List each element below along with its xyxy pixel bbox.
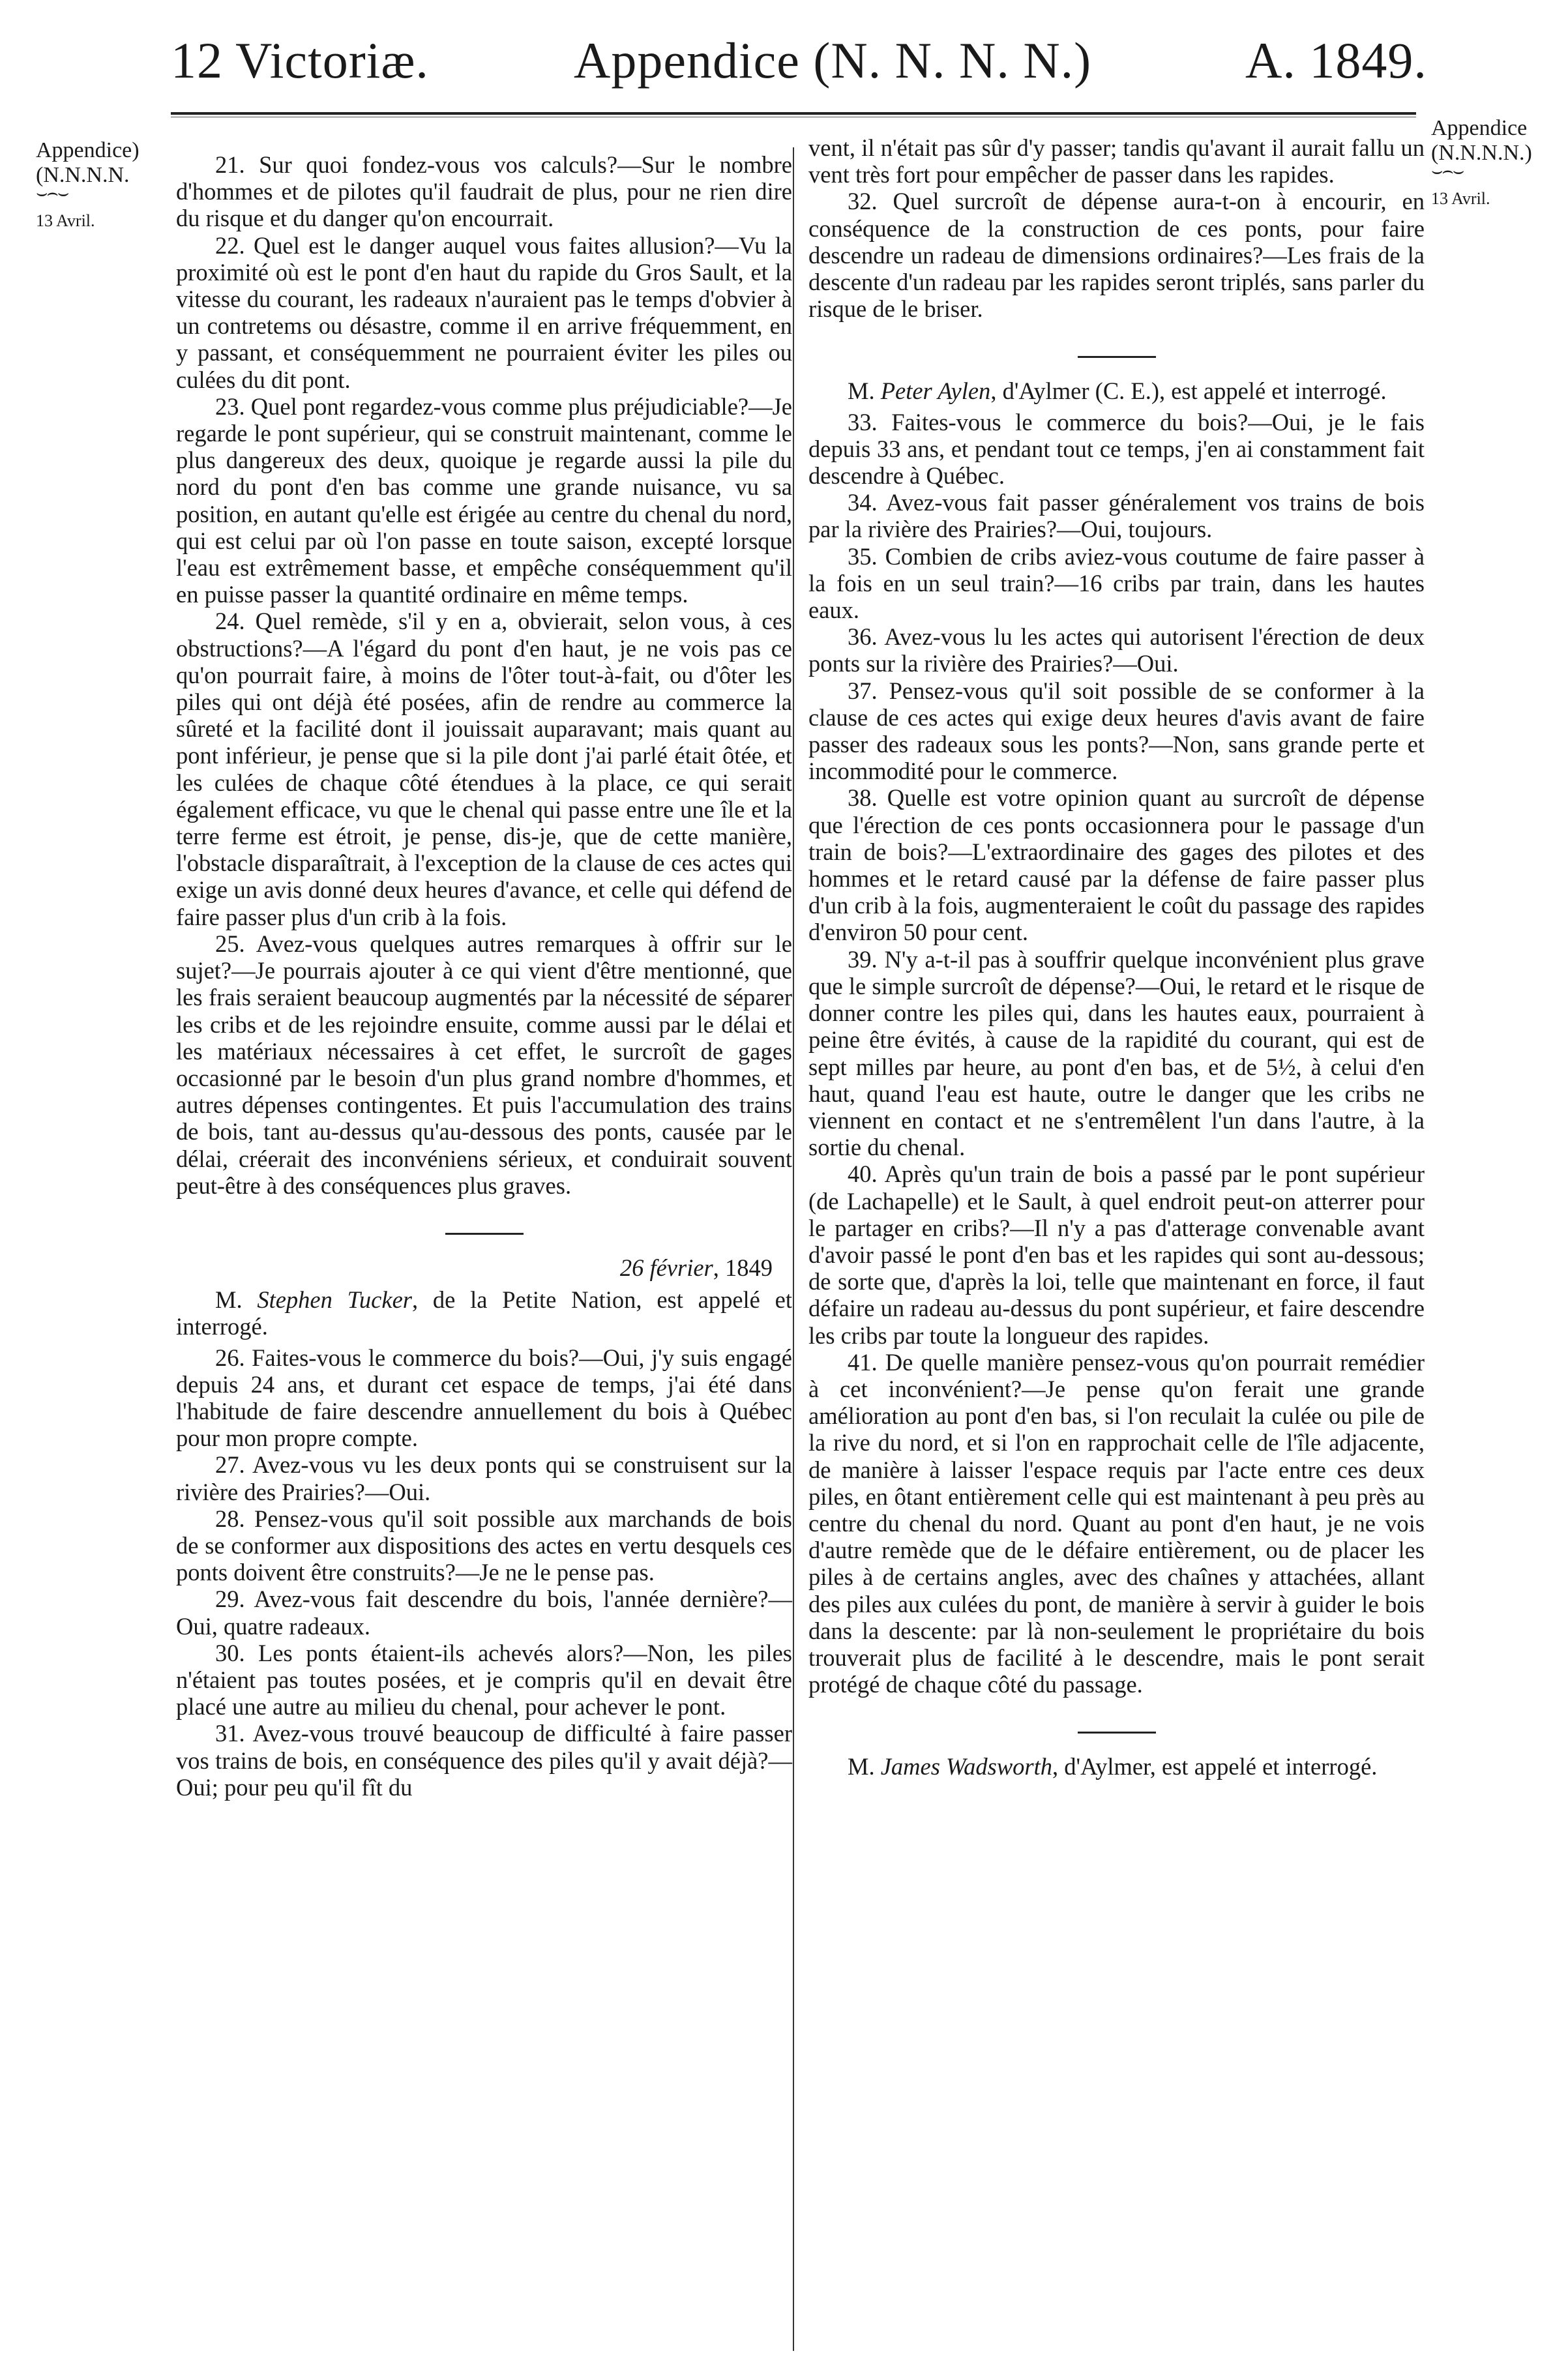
question-40: 40. Après qu'un train de bois a passé par le pont supérieur (de Lachapelle) et le Sault, à quel endroit peut-on atterrer pour le partager en cribs?—Il n'y a pas d'atterage convenable avant d'avoir passé le pont d'en bas et les rapides qui sont au-dessous; de sorte que, d'après la loi, telle que maintenant en force, il faut défaire un radeau au-dessus du pont supérieur, et faire descendre les cribs par toute la longueur des rapides. bbox=[808, 1160, 1425, 1349]
session-date-day: 26 février bbox=[619, 1254, 713, 1281]
question-31: 31. Avez-vous trouvé beaucoup de difficulté à faire passer vos trains de bois, en conséquence des piles qu'il y avait déjà?—Oui; pour peu qu'il fît du bbox=[176, 1720, 792, 1801]
witness-prefix: M. bbox=[848, 377, 881, 405]
question-29: 29. Avez-vous fait descendre du bois, l'année dernière?—Oui, quatre radeaux. bbox=[176, 1586, 792, 1640]
section-separator bbox=[445, 1233, 524, 1235]
question-37: 37. Pensez-vous qu'il soit possible de se conformer à la clause de ces actes qui exige deux heures d'avis avant de faire passer des radeaux sous les ponts?—Non, sans grande perte et incommodité pour le commerce. bbox=[808, 677, 1425, 785]
witness-prefix: M. bbox=[848, 1753, 881, 1780]
right-margin-code: (N.N.N.N.) bbox=[1431, 141, 1532, 165]
right-margin-brace: ⌣⌢⌣ bbox=[1431, 161, 1464, 181]
question-35: 35. Combien de cribs aviez-vous coutume de faire passer à la fois en un seul train?—16 cribs par train, dans les hautes eaux. bbox=[808, 542, 1425, 624]
header-year: A. 1849. bbox=[1245, 32, 1427, 89]
left-margin-note bbox=[36, 138, 166, 233]
session-date-year: , 1849 bbox=[713, 1254, 773, 1281]
witness-name: Stephen Tucker bbox=[257, 1286, 412, 1314]
question-36: 36. Avez-vous lu les actes qui autorisent l'érection de deux ponts sur la rivière des Prairies?—Oui. bbox=[808, 623, 1425, 677]
right-column bbox=[808, 134, 1425, 1784]
column-divider bbox=[793, 147, 794, 2351]
witness-suffix: , de la Petite Nation, est appelé et interrogé. bbox=[176, 1286, 792, 1340]
question-41: 41. De quelle manière pensez-vous qu'on pourrait remédier à cet inconvénient?—Je pense qu'on ferait une grande amélioration au pont d'en bas, si l'on reculait la culée ou pile de la rive du nord, et si l'on en rapprochait celle de l'île adjacente, de manière à laisser l'espace requis par l'acte entre ces deux piles, en ôtant entièrement celle qui est maintenant à peu près au centre du chenal du nord. Quant au pont d'en haut, je ne vois d'autre remède que de le défaire entièrement, ou de placer les piles à de certains angles, avec des chaînes y attachées, allant des piles aux culées du pont, de manière à servir à guider le bois dans la descente: par là non-seulement le propriétaire du bois trouverait plus de facilité à le descendre, mais le pont serait protégé de chaque côté du passage. bbox=[808, 1348, 1425, 1698]
witness-prefix: M. bbox=[215, 1286, 258, 1314]
question-31-continued: vent, il n'était pas sûr d'y passer; tandis qu'avant il aurait fallu un vent très fort pour empêcher de passer dans les rapides. bbox=[808, 134, 1425, 188]
right-margin-appendix: Appendice bbox=[1431, 116, 1528, 140]
witness-suffix: , d'Aylmer, est appelé et interrogé. bbox=[1052, 1753, 1378, 1780]
witness-intro-aylen bbox=[808, 377, 1425, 404]
question-23: 23. Quel pont regardez-vous comme plus préjudiciable?—Je regarde le pont supérieur, qui se construit maintenant, comme le plus dangereux des deux, quoique je regarde aussi la pile du nord du pont d'en bas comme une grande nuisance, vu sa position, en autant qu'elle est érigée au centre du chenal du nord, qui est celui par où l'on passe en toute saison, excepté lorsque l'eau est extrêmement basse, et empêche conséquemment qu'il en puisse passer la quantité ordinaire en même temps. bbox=[176, 392, 792, 608]
left-margin-brace: ⌣⌢⌣ bbox=[36, 183, 68, 203]
right-margin-date: 13 Avril. bbox=[1431, 189, 1490, 208]
left-column bbox=[176, 151, 792, 1801]
question-25: 25. Avez-vous quelques autres remarques à offrir sur le sujet?—Je pourrais ajouter à ce qui vient d'être mentionné, que les frais seraient beaucoup augmentés par la nécessité de séparer les cribs et de les rejoindre ensuite, comme aussi par le délai et les matériaux nécessaires à cet effet, le surcroît de gages occasionné par le besoin d'un plus grand nombre d'hommes, et autres dépenses contingentes. Et puis l'accumulation des trains de bois, tant au-dessus qu'au-dessous des ponts, causée par le délai, créerait des inconvéniens sérieux, et conduirait souvent peut-être à des conséquences plus graves. bbox=[176, 930, 792, 1199]
section-separator bbox=[1078, 1732, 1156, 1734]
question-30: 30. Les ponts étaient-ils achevés alors?—Non, les piles n'étaient pas toutes posées, et je compris qu'il en devait être placé une autre au milieu du chenal, pour achever le pont. bbox=[176, 1639, 792, 1720]
question-24: 24. Quel remède, s'il y en a, obvierait, selon vous, à ces obstructions?—A l'égard du pont d'en haut, je ne vois pas ce qu'on pourrait faire, à moins de l'ôter tout-à-fait, ou d'ôter les piles qui ont déjà été posées, afin de rendre au commerce la sûreté et la facilité dont il jouissait auparavant; mais quant au pont inférieur, je pense que si la pile dont j'ai parlé était ôtée, et les culées de chaque côté étendues à la place, ce qui serait également efficace, vu que le chenal qui passe entre une île et la terre ferme est étroit, je pense, dis-je, que de cette manière, l'obstacle disparaîtrait, à l'exception de la clause de ces actes qui exige un avis donné deux heures d'avance, et celle qui défend de faire passer plus d'un crib à la fois. bbox=[176, 608, 792, 930]
question-21: 21. Sur quoi fondez-vous vos calculs?—Sur le nombre d'hommes et de pilotes qu'il faudrait de plus, pour ne rien dire du risque et du danger qu'on encourrait. bbox=[176, 151, 792, 232]
question-34: 34. Avez-vous fait passer généralement vos trains de bois par la rivière des Prairies?—Oui, toujours. bbox=[808, 489, 1425, 543]
section-separator bbox=[1078, 356, 1156, 358]
witness-name: James Wadsworth bbox=[880, 1753, 1053, 1780]
left-margin-code: (N.N.N.N. bbox=[36, 163, 130, 187]
header-regnal-year: 12 Victoriæ. bbox=[171, 32, 429, 89]
question-33: 33. Faites-vous le commerce du bois?—Oui, je le fais depuis 33 ans, et pendant tout ce temps, j'en ai constamment fait descendre à Québec. bbox=[808, 408, 1425, 490]
question-27: 27. Avez-vous vu les deux ponts qui se construisent sur la rivière des Prairies?—Oui. bbox=[176, 1451, 792, 1505]
witness-name: Peter Aylen bbox=[880, 377, 991, 405]
left-margin-date: 13 Avril. bbox=[36, 211, 95, 230]
header-rule bbox=[171, 112, 1416, 117]
right-margin-note bbox=[1431, 116, 1568, 211]
witness-suffix: , d'Aylmer (C. E.), est appelé et interrogé. bbox=[990, 377, 1387, 405]
page-header bbox=[0, 31, 1568, 110]
question-26: 26. Faites-vous le commerce du bois?—Oui, j'y suis engagé depuis 24 ans, et durant cet espace de temps, j'ai été dans l'habitude de faire descendre annuellement du bois à Québec pour mon propre compte. bbox=[176, 1344, 792, 1452]
header-appendix-title: Appendice (N. N. N. N.) bbox=[574, 32, 1092, 89]
question-22: 22. Quel est le danger auquel vous faites allusion?—Vu la proximité où est le pont d'en haut du rapide du Gros Sault, et la vitesse du courant, les radeaux n'auraient pas le temps d'obvier à un contretems ou désastre, comme il en arrive fréquemment, en y passant, et conséquemment ne pourraient éviter les piles ou culées du dit pont. bbox=[176, 231, 792, 393]
question-38: 38. Quelle est votre opinion quant au surcroît de dépense que l'érection de ces ponts occasionnera pour le passage d'un train de bois?—L'extraordinaire des gages des pilotes et des hommes et le retard causé par la défense de faire passer plus d'un crib à la fois, augmenteraient le coût du passage des rapides d'environ 50 pour cent. bbox=[808, 784, 1425, 946]
witness-intro-tucker bbox=[176, 1286, 792, 1340]
session-date bbox=[176, 1254, 792, 1281]
question-32: 32. Quel surcroît de dépense aura-t-on à encourir, en conséquence de la construction de ces ponts, pour faire descendre un radeau de dimensions ordinaires?—Les frais de la descente d'un radeau par les rapides seront triplés, sans parler du risque de le briser. bbox=[808, 188, 1425, 323]
question-39: 39. N'y a-t-il pas à souffrir quelque inconvénient plus grave que le simple surcroît de dépense?—Oui, le retard et le risque de donner contre les piles qui, dans les hautes eaux, pourraient à peine être évités, à cause de la rapidité du courant, qui est de sept milles par heure, au pont d'en bas, et de 5½, à celui d'en haut, quand l'eau est haute, outre le danger que les cribs ne viennent en contact et ne s'entremêlent l'un dans l'autre, à la sortie du chenal. bbox=[808, 945, 1425, 1161]
left-margin-appendix: Appendice) bbox=[36, 138, 140, 162]
question-28: 28. Pensez-vous qu'il soit possible aux marchands de bois de se conformer aux dispositions des actes en vertu desquels ces ponts doivent être construits?—Je ne le pense pas. bbox=[176, 1505, 792, 1586]
witness-intro-wadsworth bbox=[808, 1753, 1425, 1780]
